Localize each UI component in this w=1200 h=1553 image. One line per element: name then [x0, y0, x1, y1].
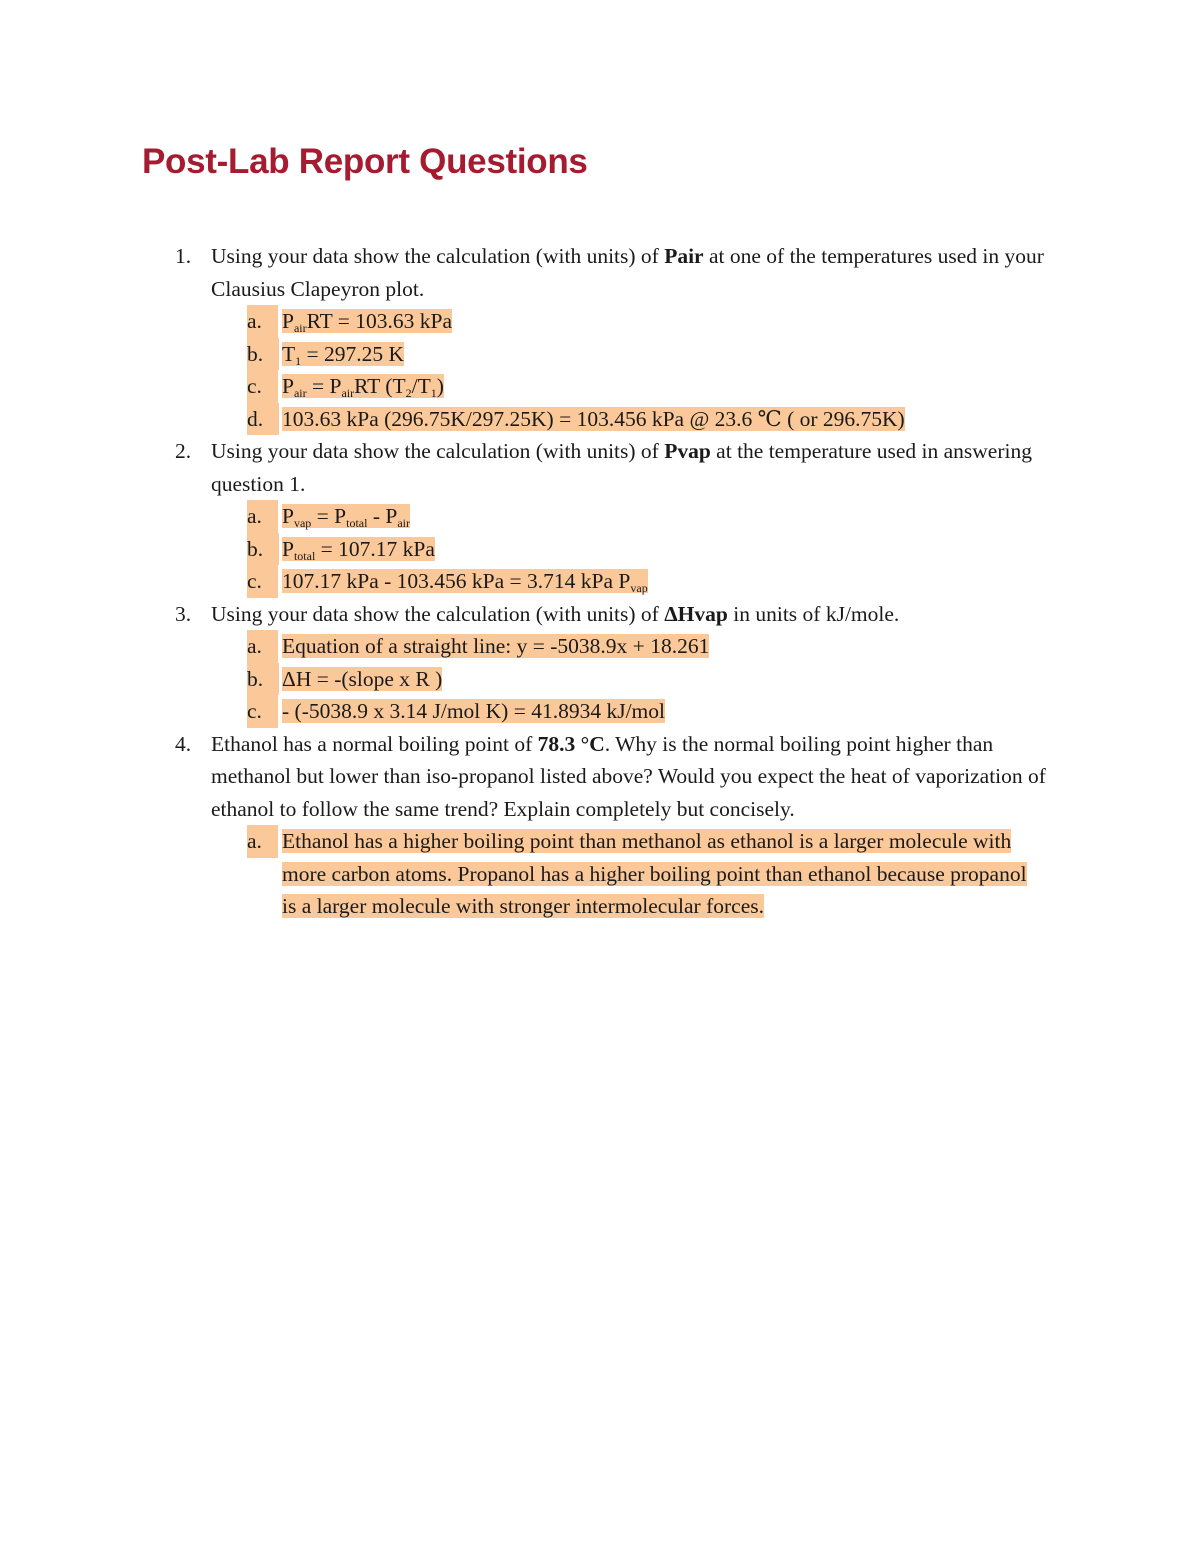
answer-3b	[0, 663, 1042, 696]
answer-label: b.	[247, 533, 279, 566]
symbol: )	[436, 374, 444, 398]
answer-text	[282, 342, 404, 366]
answer-1c	[0, 370, 1042, 403]
symbol: P	[282, 536, 294, 561]
answer-2b	[0, 533, 1042, 566]
question-number: 3.	[175, 601, 192, 626]
answer-value: RT = 103.63 kPa	[306, 309, 453, 333]
symbol: = P	[306, 374, 342, 398]
symbol: RT (T	[354, 374, 406, 398]
symbol: /T	[411, 374, 431, 398]
answer-text: Ethanol has a higher boiling point than methanol as ethanol is a larger molecule with more carbon atoms. Propanol has a higher boiling point than ethanol because propanol is a larger molecule with stronger intermolecular forces.	[282, 829, 1027, 918]
answer-value: = 297.25 K	[301, 341, 405, 366]
answer-1d	[0, 403, 1042, 436]
subscript: air	[397, 516, 410, 530]
answer-label: a.	[247, 825, 278, 858]
question-term: Pair	[664, 244, 704, 268]
answer-3c	[0, 695, 1042, 728]
answer-text: 103.63 kPa (296.75K/297.25K) = 103.456 kPa @ 23.6 ℃ ( or 296.75K)	[282, 406, 905, 431]
question-text-post: at the temperature used in answering question 1.	[211, 439, 1032, 496]
answer-1a	[0, 305, 1042, 338]
question-text-pre: Using your data show the calculation (with units) of	[211, 601, 665, 626]
answer-label: c.	[247, 565, 278, 598]
question-list	[0, 240, 1200, 923]
question-4	[0, 728, 1071, 826]
subscript: 1	[295, 353, 302, 368]
answer-text	[282, 569, 648, 593]
question-number: 2.	[175, 439, 192, 463]
page-title: Post-Lab Report Questions	[142, 142, 588, 181]
question-number: 1.	[175, 244, 192, 268]
subscript: vap	[630, 581, 648, 595]
subscript: air	[293, 321, 307, 335]
answer-text: Equation of a straight line: y = -5038.9x + 18.261	[282, 634, 710, 658]
question-text-pre: Ethanol has a normal boiling point of	[211, 731, 538, 756]
answer-label: a.	[247, 305, 278, 338]
answer-label: b.	[247, 338, 279, 371]
answer-label: c.	[247, 370, 278, 403]
answer-2c	[0, 565, 1042, 598]
answer-label: b.	[247, 663, 279, 696]
question-2	[0, 435, 1071, 500]
answer-text	[282, 537, 435, 561]
question-term: 78.3 °C	[537, 731, 605, 756]
answer-label: a.	[247, 630, 278, 663]
answer-label: d.	[247, 403, 279, 436]
symbol: - P	[367, 504, 398, 528]
question-text-post: at one of the temperatures used in your Clausius Clapeyron plot.	[211, 244, 1044, 301]
question-term: Pvap	[664, 439, 711, 463]
subscript: total	[293, 548, 316, 563]
answer-3a	[0, 630, 1042, 663]
answer-text: ΔH = -(slope x R )	[282, 666, 443, 691]
answer-label: a.	[247, 500, 278, 533]
answer-text	[282, 374, 444, 398]
subscript: air	[293, 386, 307, 400]
subscript: 2	[405, 386, 412, 400]
question-1	[0, 240, 1071, 305]
question-text-pre: Using your data show the calculation (with units) of	[211, 244, 665, 268]
answer-text: - (-5038.9 x 3.14 J/mol K) = 41.8934 kJ/mol	[282, 699, 665, 723]
subscript: 1	[430, 386, 437, 400]
symbol: P	[282, 309, 294, 333]
answer-value: = 107.17 kPa	[315, 536, 435, 561]
answer-value: 107.17 kPa - 103.456 kPa = 3.714 kPa P	[282, 569, 631, 593]
question-text-post: in units of kJ/mole.	[727, 601, 900, 626]
symbol: P	[282, 504, 294, 528]
subscript: air	[341, 386, 355, 400]
subscript: total	[346, 516, 368, 530]
symbol: P	[282, 374, 294, 398]
answer-label: c.	[247, 695, 278, 728]
symbol: = P	[311, 504, 347, 528]
question-text-pre: Using your data show the calculation (with units) of	[211, 439, 665, 463]
question-3	[0, 598, 1071, 631]
question-term: ΔHvap	[664, 601, 728, 626]
symbol: T	[282, 341, 296, 366]
question-text-post: . Why is the normal boiling point higher than methanol but lower than iso-propanol listed above? Would you expect the heat of vaporization of ethanol to follow the same trend? Explain completely but concisely.	[211, 731, 1046, 821]
answer-text	[282, 504, 410, 528]
answer-text	[282, 309, 452, 333]
answer-1b	[0, 338, 1042, 371]
answer-4a	[0, 825, 1042, 923]
question-number: 4.	[175, 731, 192, 756]
answer-2a	[0, 500, 1042, 533]
subscript: vap	[293, 516, 312, 530]
